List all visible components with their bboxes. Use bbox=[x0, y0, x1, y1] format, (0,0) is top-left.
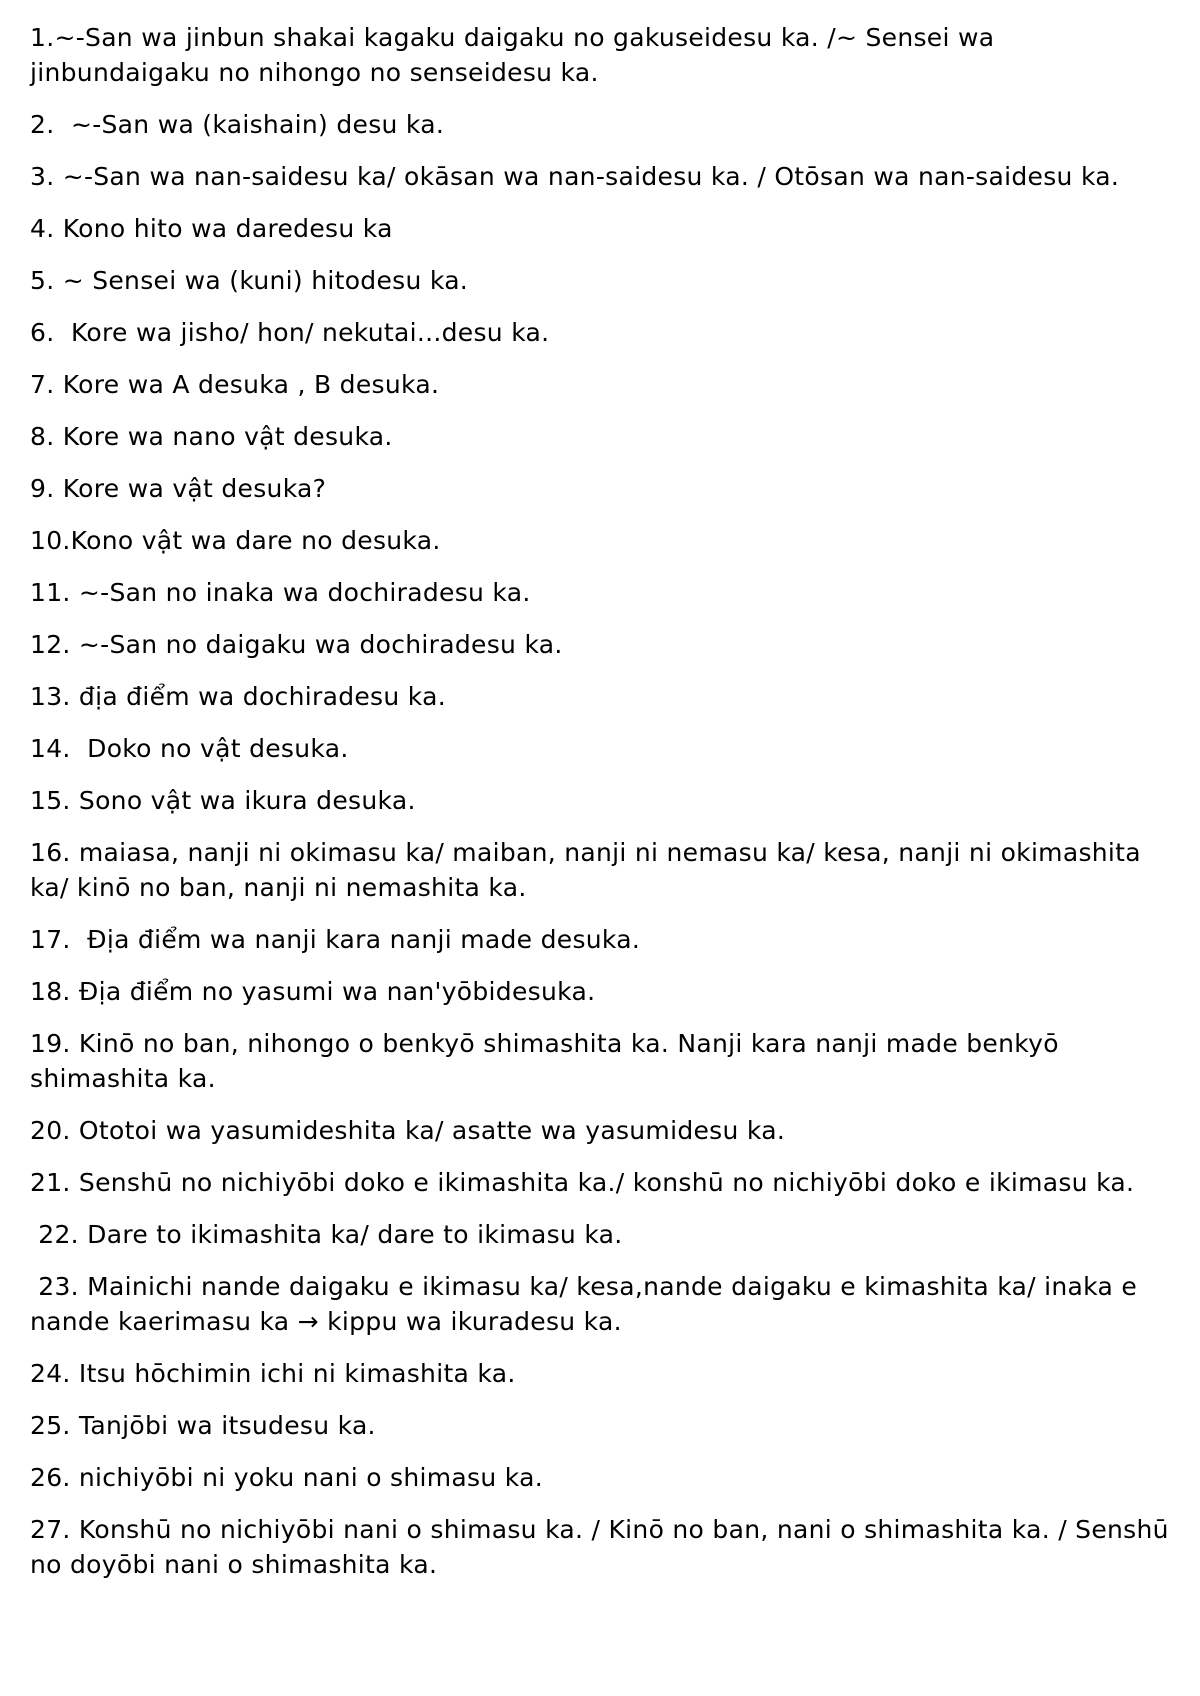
question-14: 14. Doko no vật desuka. bbox=[30, 734, 349, 763]
question-1: 1.~-San wa jinbun shakai kagaku daigaku no gakuseidesu ka. /~ Sensei wa jinbundaigaku no nihongo no senseidesu ka. bbox=[30, 23, 1003, 87]
question-22: 22. Dare to ikimashita ka/ dare to ikimasu ka. bbox=[30, 1220, 623, 1249]
question-list bbox=[30, 20, 1178, 1599]
question-17: 17. Địa điểm wa nanji kara nanji made desuka. bbox=[30, 925, 641, 954]
question-27: 27. Konshū no nichiyōbi nani o shimasu ka. / Kinō no ban, nani o shimashita ka. / Senshū no doyōbi nani o shimashita ka. bbox=[30, 1515, 1178, 1579]
question-26: 26. nichiyōbi ni yoku nani o shimasu ka. bbox=[30, 1463, 543, 1492]
question-23: 23. Mainichi nande daigaku e ikimasu ka/ kesa,nande daigaku e kimashita ka/ inaka e nande kaerimasu ka → kippu wa ikuradesu ka. bbox=[30, 1272, 1146, 1336]
question-13: 13. địa điểm wa dochiradesu ka. bbox=[30, 682, 446, 711]
question-4: 4. Kono hito wa daredesu ka bbox=[30, 214, 393, 243]
question-8: 8. Kore wa nano vật desuka. bbox=[30, 422, 393, 451]
question-21: 21. Senshū no nichiyōbi doko e ikimashita ka./ konshū no nichiyōbi doko e ikimasu ka. bbox=[30, 1168, 1135, 1197]
question-7: 7. Kore wa A desuka , B desuka. bbox=[30, 370, 440, 399]
question-6: 6. Kore wa jisho/ hon/ nekutai...desu ka. bbox=[30, 318, 550, 347]
question-20: 20. Ototoi wa yasumideshita ka/ asatte wa yasumidesu ka. bbox=[30, 1116, 786, 1145]
question-18: 18. Địa điểm no yasumi wa nan'yōbidesuka. bbox=[30, 977, 596, 1006]
question-11: 11. ~-San no inaka wa dochiradesu ka. bbox=[30, 578, 531, 607]
question-15: 15. Sono vật wa ikura desuka. bbox=[30, 786, 416, 815]
question-5: 5. ~ Sensei wa (kuni) hitodesu ka. bbox=[30, 266, 469, 295]
question-19: 19. Kinō no ban, nihongo o benkyō shimashita ka. Nanji kara nanji made benkyō shimashita ka. bbox=[30, 1029, 1068, 1093]
question-12: 12. ~-San no daigaku wa dochiradesu ka. bbox=[30, 630, 563, 659]
question-16: 16. maiasa, nanji ni okimasu ka/ maiban, nanji ni nemasu ka/ kesa, nanji ni okimashita ka/ kinō no ban, nanji ni nemashita ka. bbox=[30, 838, 1150, 902]
question-9: 9. Kore wa vật desuka? bbox=[30, 474, 327, 503]
question-24: 24. Itsu hōchimin ichi ni kimashita ka. bbox=[30, 1359, 516, 1388]
question-3: 3. ~-San wa nan-saidesu ka/ okāsan wa nan-saidesu ka. / Otōsan wa nan-saidesu ka. bbox=[30, 162, 1120, 191]
question-2: 2. ~-San wa (kaishain) desu ka. bbox=[30, 110, 445, 139]
question-25: 25. Tanjōbi wa itsudesu ka. bbox=[30, 1411, 376, 1440]
question-10: 10.Kono vật wa dare no desuka. bbox=[30, 526, 441, 555]
